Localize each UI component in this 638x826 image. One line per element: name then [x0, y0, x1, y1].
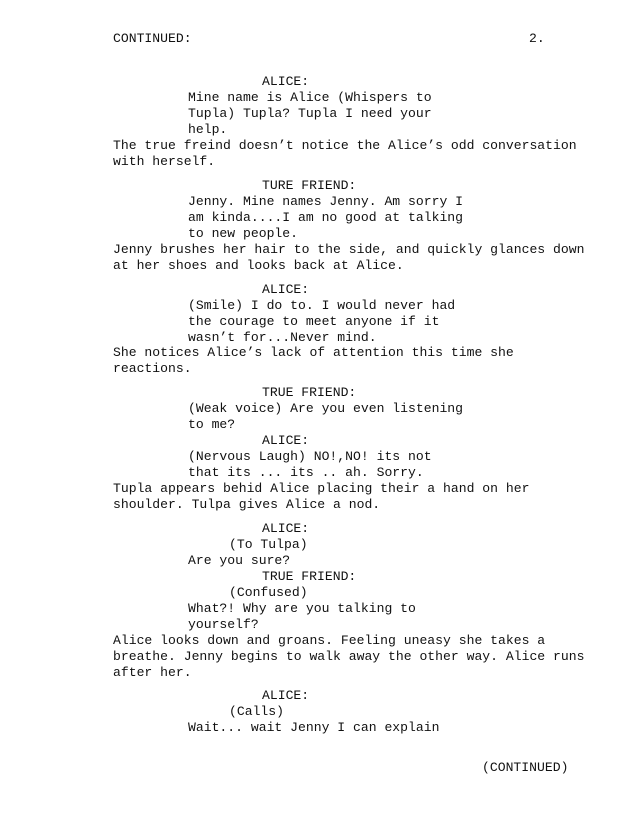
- dialogue: [188, 601, 416, 633]
- dialogue-line: Jenny. Mine names Jenny. Am sorry I: [188, 194, 464, 209]
- character-cue: [262, 688, 309, 704]
- character-cue: [262, 433, 309, 449]
- action-line: at her shoes and looks back at Alice.: [113, 258, 404, 273]
- action-paragraph: [113, 138, 577, 170]
- action-paragraph: [113, 242, 584, 274]
- character-cue: [262, 74, 309, 90]
- dialogue-line: (Smile) I do to. I would never had: [188, 298, 456, 313]
- footer-continued: (CONTINUED): [482, 760, 569, 775]
- header-continued: CONTINUED:: [113, 31, 192, 46]
- parenthetical: [229, 585, 308, 601]
- dialogue-line: What?! Why are you talking to: [188, 601, 416, 616]
- dialogue: [188, 720, 439, 736]
- dialogue-line: am kinda....I am no good at talking: [188, 210, 464, 225]
- dialogue-line: (Nervous Laugh) NO!,NO! its not: [188, 449, 432, 464]
- character-cue: [262, 521, 309, 537]
- action-line: after her.: [113, 665, 192, 680]
- dialogue-line: Tupla) Tupla? Tupla I need your: [188, 106, 432, 121]
- character-name: ALICE:: [262, 521, 310, 536]
- character-name: ALICE:: [262, 74, 310, 89]
- parenthetical-line: (Calls): [229, 704, 285, 719]
- action-line: Tupla appears behid Alice placing their a hand on her: [113, 481, 530, 496]
- dialogue-line: the courage to meet anyone if it: [188, 314, 440, 329]
- dialogue-line: (Weak voice) Are you even listening: [188, 401, 464, 416]
- dialogue-line: Mine name is Alice (Whispers to: [188, 90, 432, 105]
- action-line: breathe. Jenny begins to walk away the other way. Alice runs: [113, 649, 585, 664]
- parenthetical-line: (Confused): [229, 585, 308, 600]
- action-line: Alice looks down and groans. Feeling uneasy she takes a: [113, 633, 546, 648]
- character-name: TRUE FRIEND:: [262, 385, 357, 400]
- page-number: 2.: [529, 31, 545, 46]
- dialogue-line: wasn’t for...Never mind.: [188, 330, 377, 345]
- dialogue: [188, 90, 432, 138]
- character-cue: [262, 178, 356, 194]
- dialogue: [188, 194, 463, 242]
- action-line: reactions.: [113, 361, 192, 376]
- parenthetical: [229, 704, 284, 720]
- character-cue: [262, 569, 356, 585]
- character-cue: [262, 282, 309, 298]
- character-name: ALICE:: [262, 433, 310, 448]
- dialogue-line: to me?: [188, 417, 236, 432]
- parenthetical: [229, 537, 308, 553]
- character-name: ALICE:: [262, 688, 310, 703]
- character-name: TURE FRIEND:: [262, 178, 357, 193]
- action-line: with herself.: [113, 154, 216, 169]
- dialogue: [188, 553, 290, 569]
- dialogue: [188, 298, 455, 346]
- dialogue: [188, 449, 432, 481]
- character-name: ALICE:: [262, 282, 310, 297]
- dialogue-line: Are you sure?: [188, 553, 291, 568]
- dialogue-line: Wait... wait Jenny I can explain: [188, 720, 440, 735]
- parenthetical-line: (To Tulpa): [229, 537, 308, 552]
- character-name: TRUE FRIEND:: [262, 569, 357, 584]
- action-line: The true freind doesn’t notice the Alice’s odd conversation: [113, 138, 577, 153]
- dialogue-line: to new people.: [188, 226, 299, 241]
- action-line: Jenny brushes her hair to the side, and quickly glances down: [113, 242, 585, 257]
- action-paragraph: [113, 633, 584, 681]
- action-line: shoulder. Tulpa gives Alice a nod.: [113, 497, 381, 512]
- dialogue: [188, 401, 463, 433]
- dialogue-line: yourself?: [188, 617, 259, 632]
- dialogue-line: that its ... its .. ah. Sorry.: [188, 465, 424, 480]
- character-cue: [262, 385, 356, 401]
- action-paragraph: [113, 345, 514, 377]
- action-paragraph: [113, 481, 529, 513]
- action-line: She notices Alice’s lack of attention this time she: [113, 345, 514, 360]
- dialogue-line: help.: [188, 122, 228, 137]
